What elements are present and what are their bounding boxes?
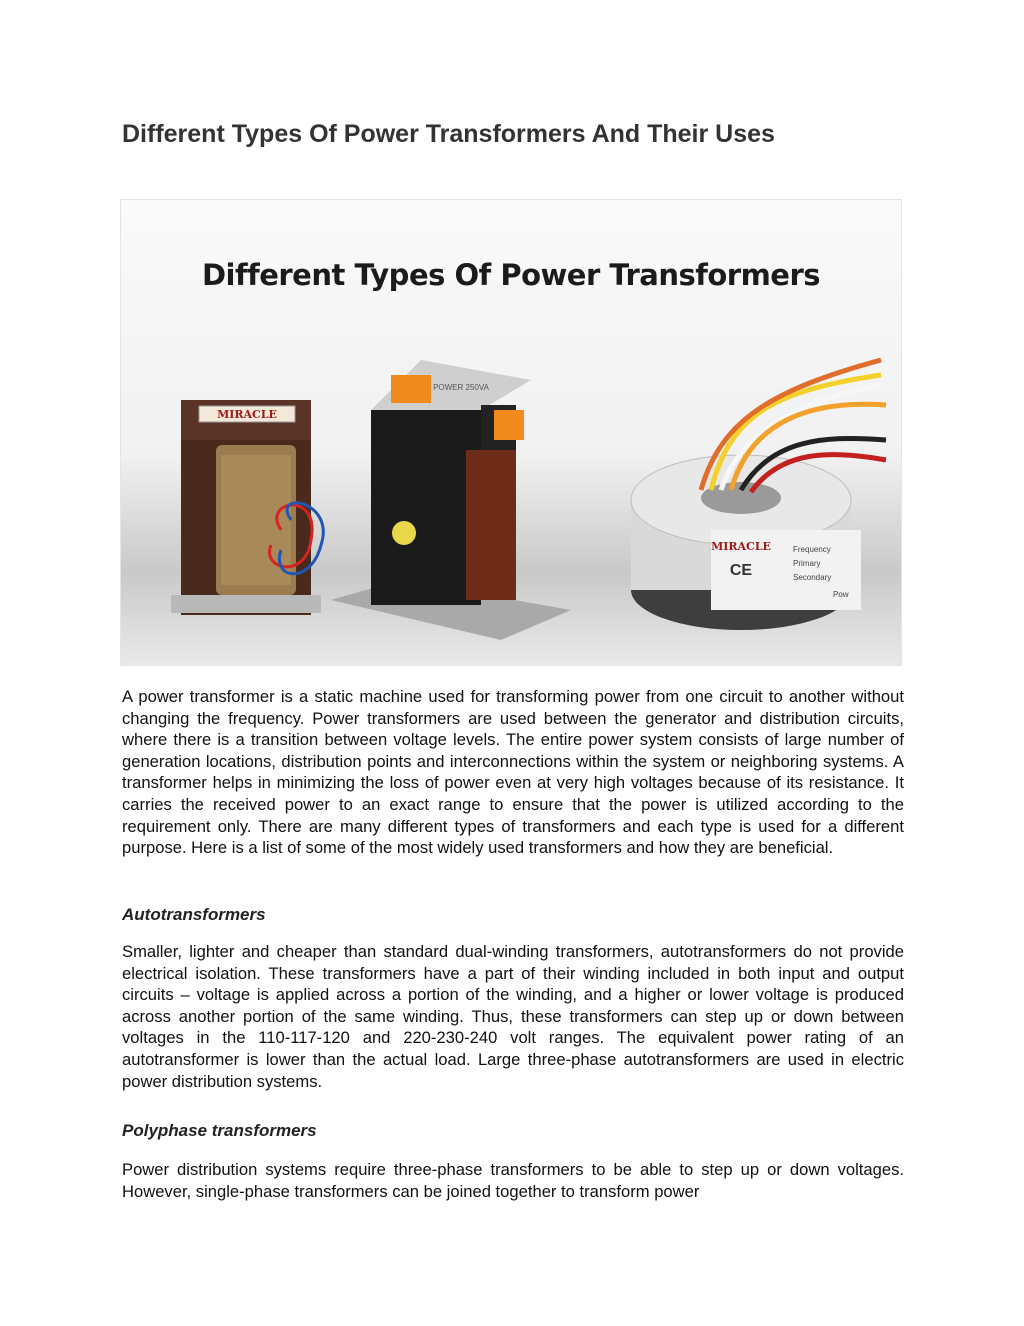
page-title: Different Types Of Power Transformers And Their Uses <box>122 120 775 148</box>
section-heading-autotransformers: Autotransformers <box>122 905 266 924</box>
section-heading-polyphase: Polyphase transformers <box>122 1121 317 1140</box>
section-text-polyphase: Power distribution systems require three-phase transformers to be able to step up or down voltages. However, single-phase transformers can be joined together to transform power <box>122 1160 904 1201</box>
toroid-label-frequency: Frequency <box>793 545 831 554</box>
middle-label: POWER 250VA <box>433 383 489 392</box>
brand-label-left: MIRACLE <box>217 408 277 421</box>
brand-label-right: MIRACLE <box>711 540 771 553</box>
intro-paragraph: A power transformer is a static machine used for transforming power from one circuit to another without changing the frequency. Power transformers are used between the generator and distribution circuits, where there is a transition between voltage levels. The entire power system consists of large number of generation locations, distribution points and interconnections within the system or neighboring systems. A transformer helps in minimizing the loss of power even at very high voltages because of its resistance. It carries the received power to an exact range to ensure that the power is utilized according to the requirement only. There are many different types of transformers and each type is used for a different purpose. Here is a list of some of the most widely used transformers and how they are beneficial. <box>122 687 904 858</box>
toroid-label-power: Pow <box>833 590 849 599</box>
section-text-autotransformers: Smaller, lighter and cheaper than standard dual-winding transformers, autotransformers do not provide electrical isolation. These transformers have a part of their winding included in both input and output circuits – voltage is applied across a portion of the winding, and a higher or lower voltage is produced across another portion of the same winding. Thus, these transformers can step up or down between voltages in the 110-117-120 and 220-230-240 volt ranges. The equivalent power rating of an autotransformer is lower than the actual load. Large three-phase autotransformers are used in electric power distribution systems. <box>122 942 904 1091</box>
middle-transformer <box>331 360 571 640</box>
transformer-photo <box>120 199 902 666</box>
toroidal-transformer <box>631 360 886 630</box>
figure-caption: Different Types Of Power Transformers <box>201 258 821 292</box>
toroid-label-secondary: Secondary <box>793 573 832 582</box>
left-transformer <box>171 400 323 615</box>
toroid-label-primary: Primary <box>793 559 821 568</box>
ce-mark: CE <box>729 562 753 579</box>
